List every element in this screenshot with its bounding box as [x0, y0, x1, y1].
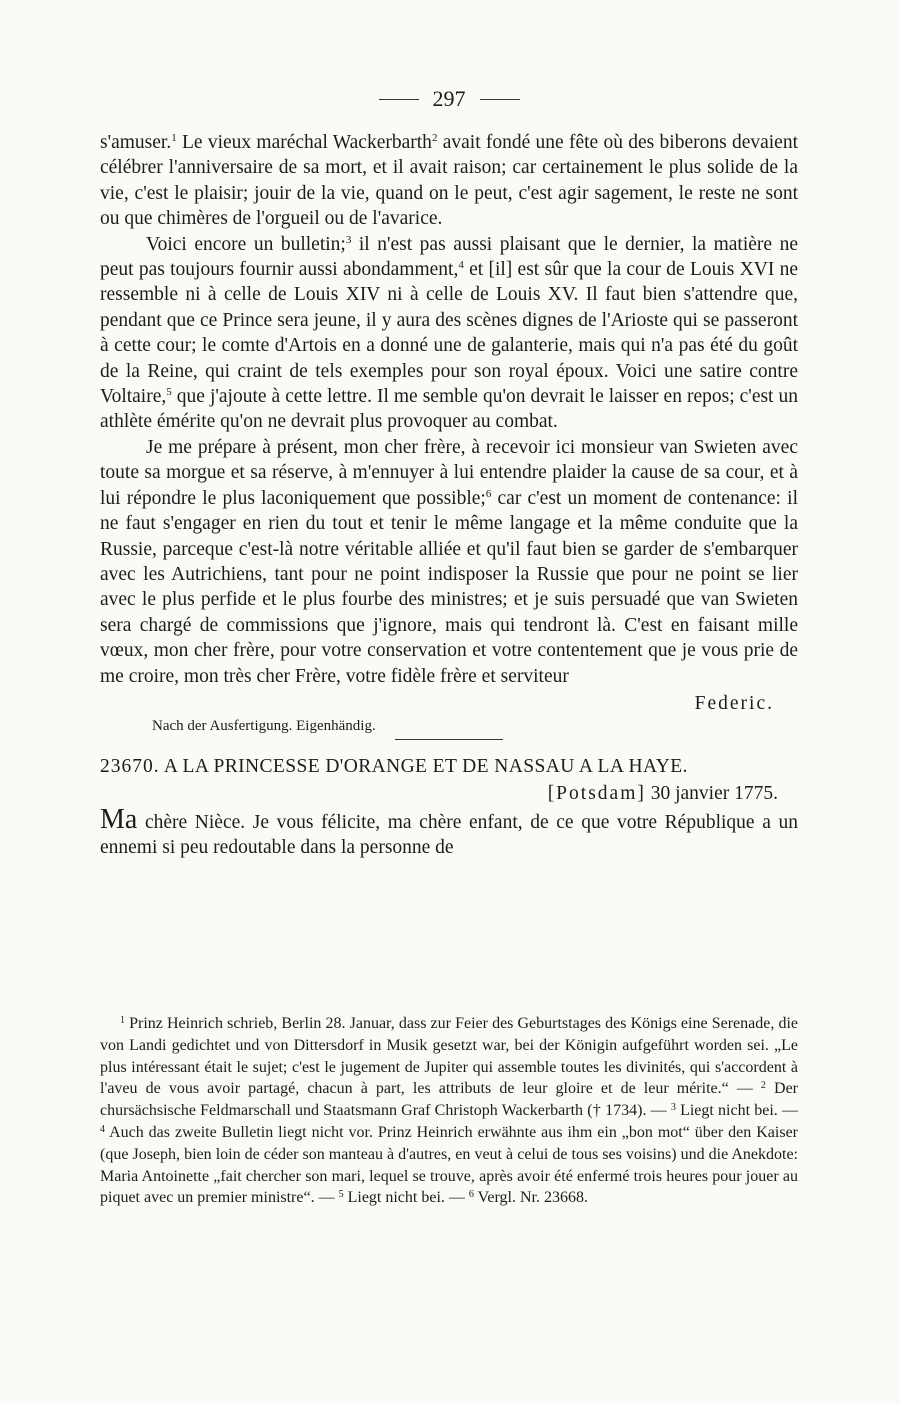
paragraph-1: s'amuser.$^1$ Le vieux maréchal Wackerbarth$^2$ avait fondé une fête où des biberons devaient célébrer l'anniversaire de sa mort, et il avait raison; car certainement le plus solide de la vie, c'est le plaisir; jouir de la vie, quand on le peut, c'est agir sagement, le reste ne sont ou que chimères de l'orgueil ou de l'avarice.	[100, 132, 799, 230]
footnote-ref: 2	[431, 132, 438, 144]
footnotes	[100, 1013, 798, 1209]
running-head	[100, 86, 798, 112]
letter-heading	[100, 754, 798, 779]
salutation-initial: Ma	[100, 803, 138, 835]
footnote-marker: 2	[760, 1080, 766, 1092]
footnote-ref: 6	[485, 487, 492, 500]
footnote-ref: 5	[166, 386, 172, 399]
source-note: Nach der Ausfertigung. Eigenhändig.	[152, 717, 376, 734]
date: 30 janvier 1775.	[650, 783, 778, 805]
footnote-ref: 1	[171, 132, 177, 144]
footnote-ref: 4	[458, 259, 464, 272]
footnote-marker: 4	[100, 1123, 105, 1135]
page-number: 297	[432, 86, 466, 111]
salutation-text: chère Nièce. Je vous félicite, ma chère enfant, de ce que votre République a un ennemi si peu redoutable dans la personne de	[100, 811, 798, 859]
salutation-paragraph	[100, 803, 798, 861]
letter-body	[100, 130, 798, 861]
letter-number: 23670.	[100, 755, 160, 777]
head-rule-right	[480, 99, 520, 100]
head-rule-left	[379, 99, 419, 100]
date-place: [Potsdam]	[547, 783, 646, 805]
dateline	[100, 781, 778, 806]
footnote-ref: 3	[345, 233, 352, 246]
closing	[100, 689, 798, 739]
paragraph-2: Voici encore un bulletin;$^3$ il n'est pas aussi plaisant que le dernier, la matière ne peut pas toujours fournir aussi abondamment,$^4$ et [il] est sûr que la cour de Louis XVI ne ressemble ni à celle de Louis XIV ni à celle de Louis XV. Il faut bien s'attendre que, pendant que ce Prince sera jeune, il y aura des scènes dignes de l'Arioste qui se passeront à cette cour; le comte d'Artois en a donné une de galanterie, mais qui n'a pas été du goût de la Reine, qui craint de tels exemples pour son royal époux. Voici une satire contre Voltaire,$^5$ que j'ajoute à cette lettre. Il me semble qu'on devrait le laisser en repos; c'est un athlète émérite qu'on ne devrait plus provoquer au combat.	[100, 233, 798, 433]
section-divider	[395, 739, 503, 740]
paragraph-3: Je me prépare à présent, mon cher frère, à recevoir ici monsieur van Swieten avec toute sa morgue et sa réserve, à m'ennuyer à lui entendre plaider la cause de sa cour, et à lui répondre le plus laconiquement que possible;$^6$ car c'est un moment de contenance: il ne faut s'engager en rien du tout et tenir le même langage et la même conduite que la Russie, parceque c'est-là notre véritable alliée et qu'il faut bien se garder de s'embarquer avec les Autrichiens, tant pour ne point indisposer la Russie que pour ne point se lier avec le plus perfide et le plus fourbe des ministres; et je suis persuadé que van Swieten sera chargé de commissions que j'ignore, mais qui tendront là. C'est en faisant mille vœux, mon cher frère, pour votre conservation et votre contentement que je vous prie de me croire, mon très cher Frère, votre fidèle frère et serviteur	[100, 436, 798, 687]
footnote-marker: 3	[670, 1102, 676, 1114]
footnote-marker: 6	[468, 1189, 474, 1201]
footnote-block: $^1$ Prinz Heinrich schrieb, Berlin 28. Januar, dass zur Feier des Geburtstages des Königs eine Serenade, die von Landi gedichtet und von Dittersdorf in Musik gesetzt war, bei der Königin aufgeführt worden sei. „Le plus intéressant était le sujet; c'est le jugement de Jupiter qui assemble toutes les divinités, qui s'accordent à l'aveu de vous avoir partagé, chacun à part, les attributs de leur gloire et de leur mérite.“ — $^2$ Der chursächsische Feldmarschall und Staatsmann Graf Christoph Wackerbarth († 1734). — $^3$ Liegt nicht bei. — $^4$ Auch das zweite Bulletin liegt nicht vor. Prinz Heinrich erwähnte aus ihm ein „bon mot“ über den Kaiser (que Joseph, bien loin de céder son manteau à d'autres, en veut à celui de tous ses voisins) und die Anekdote: Maria Antoinette „fait chercher son mari, lequel se trouve, après avoir été enfermé trois heures pour jouer au piquet avec un premier ministre“. — $^5$ Liegt nicht bei. — $^6$ Vergl. Nr. 23668.	[100, 1015, 799, 1207]
signature: Federic.	[694, 692, 774, 714]
footnote-marker: 5	[338, 1189, 344, 1201]
letter-title: A LA PRINCESSE D'ORANGE ET DE NASSAU A LA HAYE.	[163, 755, 688, 777]
footnote-marker: 1	[120, 1015, 125, 1026]
